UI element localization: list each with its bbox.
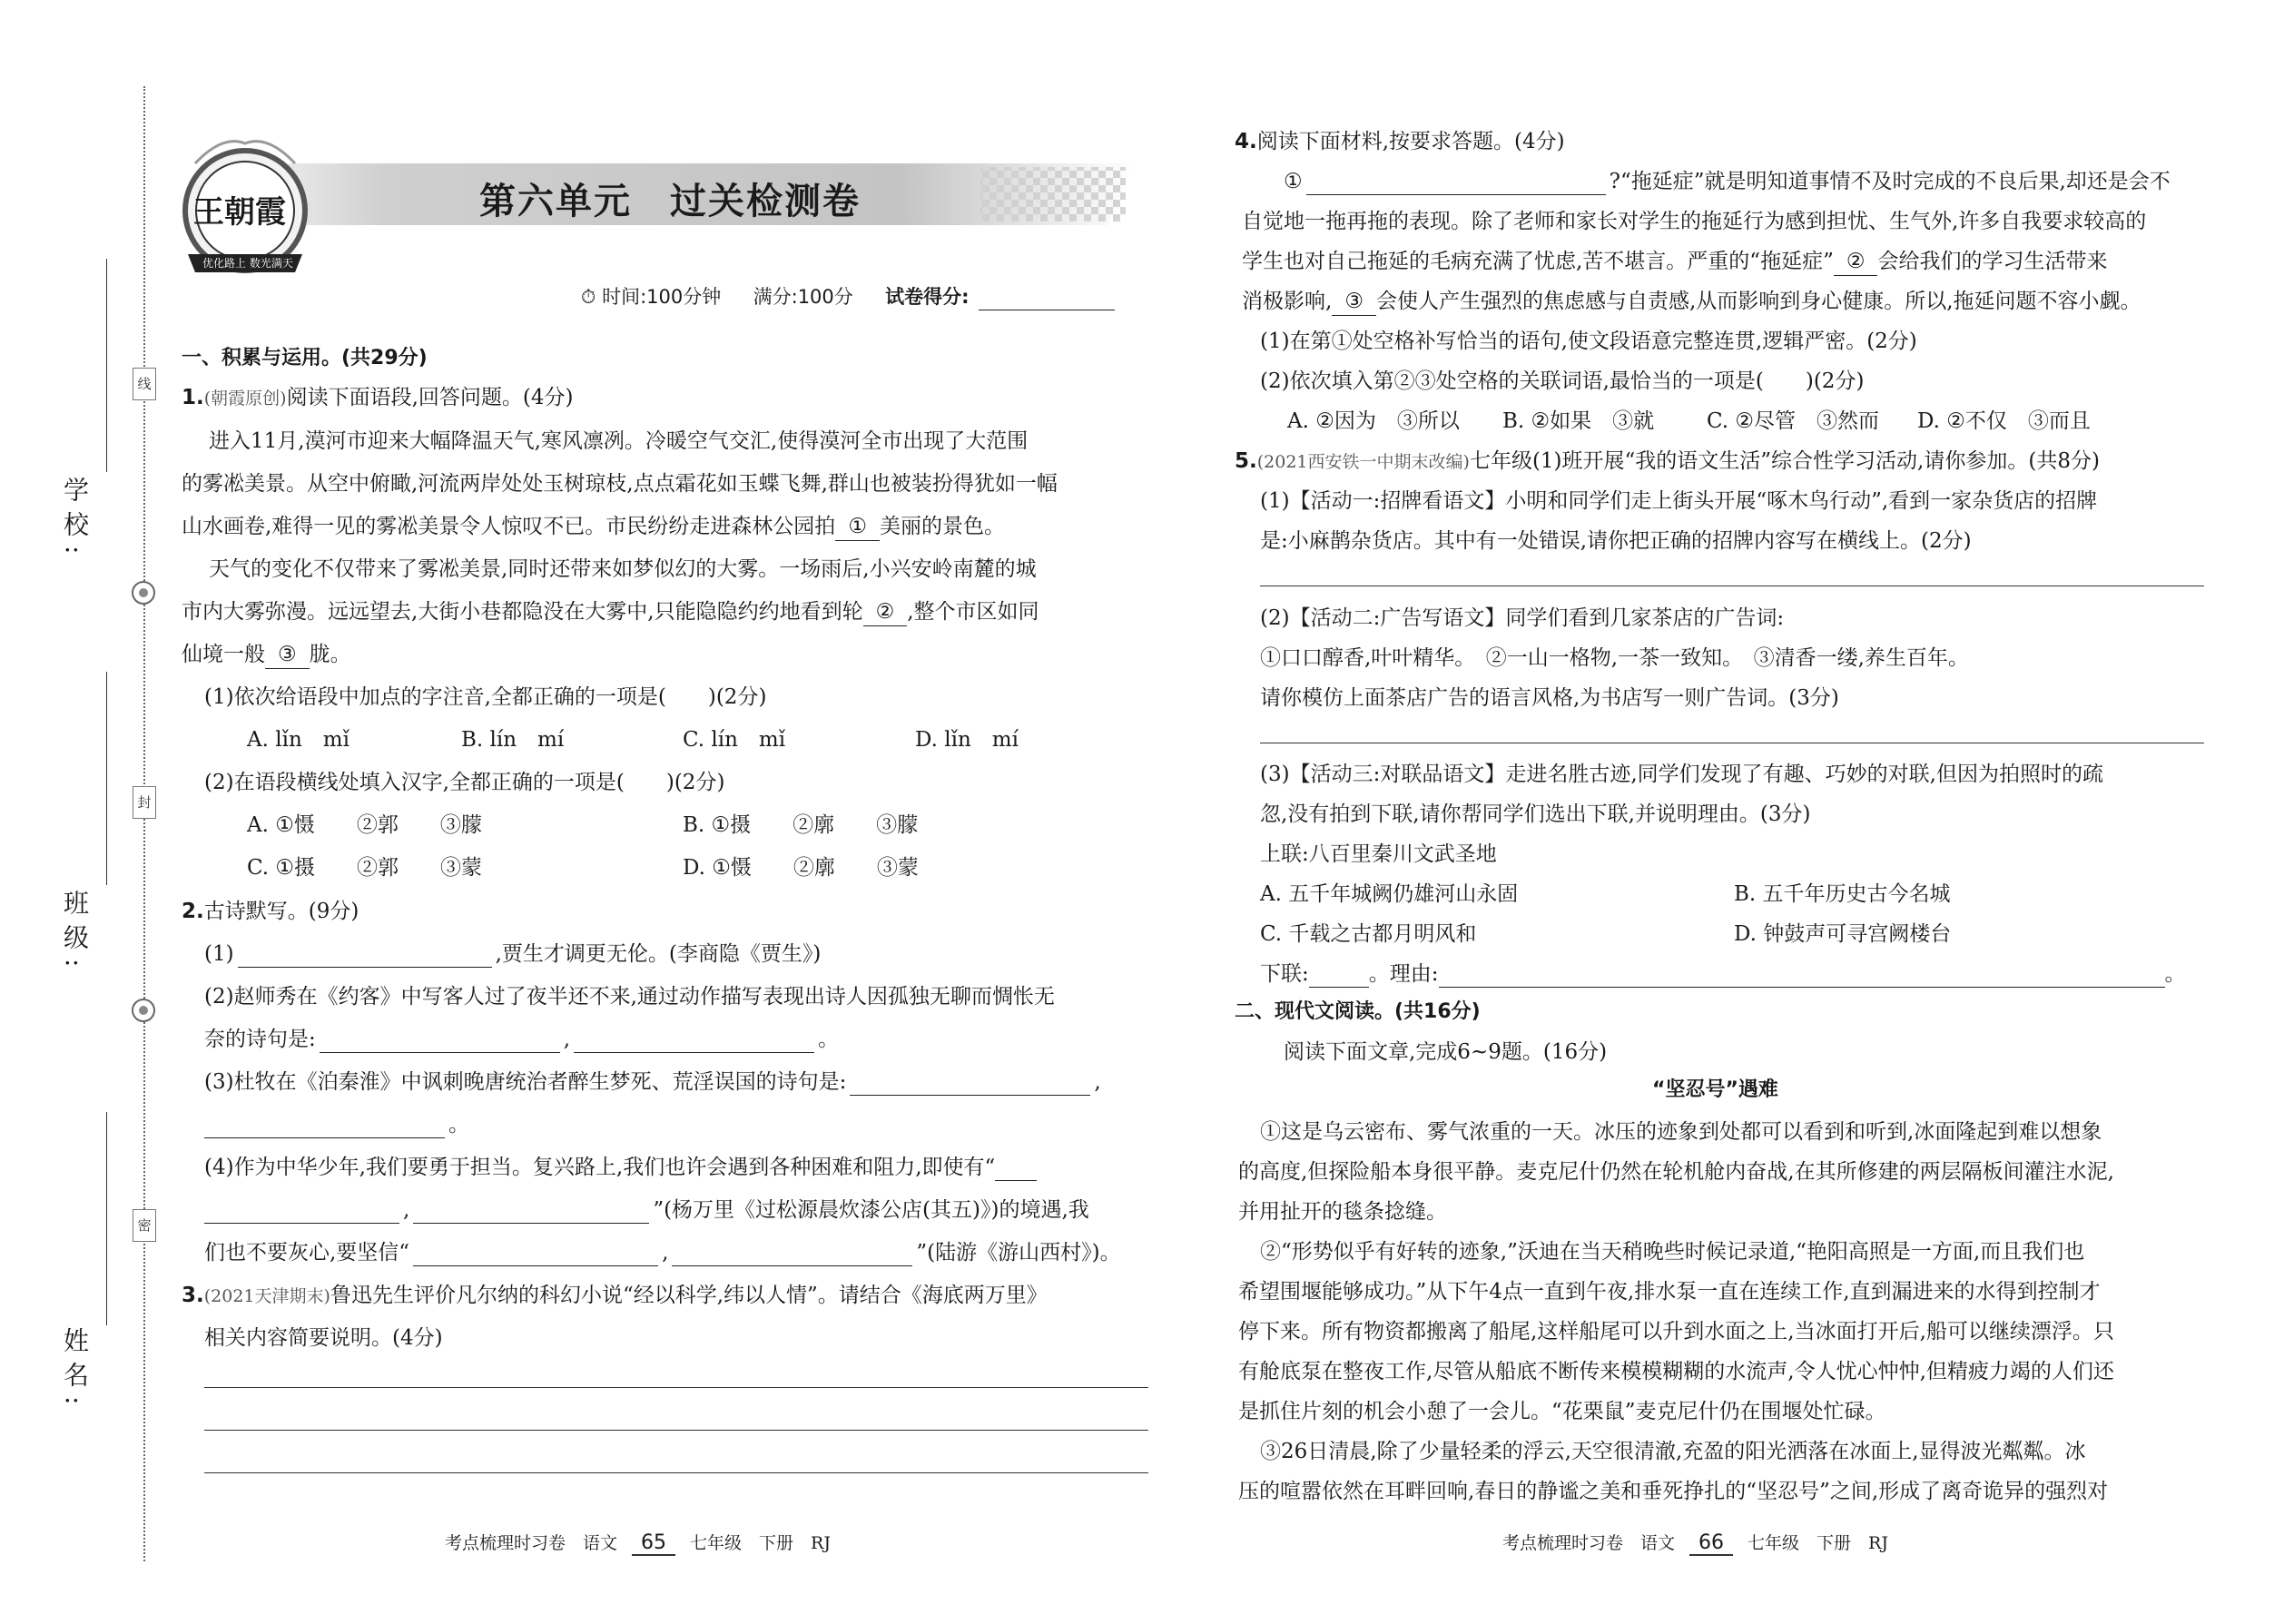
q2-s3-blank-2[interactable] xyxy=(204,1117,445,1138)
q5-reason-label: 。理由: xyxy=(1368,962,1439,986)
q1-blank-2[interactable]: ② xyxy=(863,598,908,626)
brand-logo xyxy=(168,127,322,281)
q1-sub1-opt-b[interactable]: B. lín mí xyxy=(461,728,565,752)
article-line-6: 停下来。所有物资都搬离了船尾,这样船尾可以升到水面之上,当冰面打开后,船可以继续漂浮。只 xyxy=(1238,1320,2114,1343)
q5-a3-line3: 上联:八百里秦川文武圣地 xyxy=(1260,842,1497,866)
q3-number: 3. xyxy=(182,1284,204,1307)
q2-stem xyxy=(182,898,359,925)
article-line-2: 的高度,但探险船本身很平静。麦克尼什仍然在轮机舱内奋战,在其所修建的两层隔板间灌注水泥, xyxy=(1238,1160,2114,1184)
footer-left-page: 65 xyxy=(632,1531,675,1556)
q1-p1-line1: 进入11月,漠河市迎来大幅降温天气,寒风凛冽。冷暖空气交汇,使得漠河全市出现了大范围 xyxy=(209,429,1029,453)
q1-sub1-opt-c[interactable]: C. lín mǐ xyxy=(683,728,786,752)
q1-blank-3[interactable]: ③ xyxy=(265,641,310,669)
q1-p1-line3a: 山水画卷,难得一见的雾凇美景令人惊叹不已。市民纷纷走进森林公园拍 xyxy=(182,515,836,538)
q5-number: 5. xyxy=(1235,449,1257,473)
q1-sub1-opt-a[interactable]: A. lǐn mǐ xyxy=(247,728,350,752)
q1-p2-line1: 天气的变化不仅带来了雾凇美景,同时还带来如梦似幻的大雾。一场雨后,小兴安岭南麓的城 xyxy=(209,557,1037,581)
q5-a2-line1: (2)【活动二:广告写语文】同学们看到几家茶店的广告词: xyxy=(1260,606,1785,630)
class-input-line[interactable] xyxy=(106,672,107,885)
q5-reason-blank[interactable] xyxy=(1439,966,2165,988)
q1-p1-line3b: 美丽的景色。 xyxy=(879,515,1005,538)
q2-s4-blank-3[interactable] xyxy=(413,1245,658,1266)
q4-opt-c[interactable]: C. ②尽管 ③然而 xyxy=(1707,409,1880,433)
q2-s4-prompt: (4)作为中华少年,我们要勇于担当。复兴路上,我们也许会遇到各种困难和阻力,即使有“ xyxy=(204,1156,996,1179)
q1-p2-line2b: ,整个市区如同 xyxy=(907,600,1039,624)
article-line-3: 并用扯开的毯条捻缝。 xyxy=(1238,1200,1447,1224)
q2-s3-line2: 。 xyxy=(204,1111,469,1138)
q5-opt-d[interactable]: D. 钟鼓声可寻宫阙楼台 xyxy=(1734,922,1952,946)
q3-source: (2021天津期末) xyxy=(203,1286,330,1306)
q3-line2: 相关内容简要说明。(4分) xyxy=(204,1326,443,1350)
q4-line4 xyxy=(1242,288,2141,316)
q1-p2-line3a: 仙境一般 xyxy=(182,643,265,666)
exam-full-score: 满分:100分 xyxy=(753,286,853,308)
q2-s4-blank-2[interactable] xyxy=(413,1202,649,1224)
q4-text: 阅读下面材料,按要求答题。(4分) xyxy=(1256,130,1565,153)
binding-dotted-line xyxy=(143,86,145,1561)
q1-sub2-opt-c[interactable]: C. ①摄 ②郭 ③蒙 xyxy=(247,856,483,880)
q5-a3-answer xyxy=(1260,960,2186,988)
q3-text1: 鲁迅先生评价凡尔纳的科幻小说“经以科学,纬以人情”。请结合《海底两万里》 xyxy=(330,1284,1048,1307)
q4-opt-a[interactable]: A. ②因为 ③所以 xyxy=(1287,409,1460,433)
footer-right-page: 66 xyxy=(1689,1531,1733,1556)
q1-number: 1. xyxy=(182,386,204,409)
q5-a1-line1: (1)【活动一:招牌看语文】小明和同学们走上街头开展“啄木鸟行动”,看到一家杂货店的招牌 xyxy=(1260,489,2098,513)
q5-source: (2021西安铁一中期末改编) xyxy=(1256,452,1470,472)
q5-answer-label: 下联: xyxy=(1260,962,1309,986)
footer-left xyxy=(445,1530,831,1556)
q4-stem xyxy=(1235,128,1565,155)
school-label: 学校: xyxy=(60,477,90,564)
footer-left-grade: 七年级 下册 RJ xyxy=(690,1533,831,1553)
footer-right xyxy=(1502,1530,1888,1556)
q5-text: 七年级(1)班开展“我的语文生活”综合性学习活动,请你参加。(共8分) xyxy=(1469,449,2100,473)
binding-mark-2: 封 xyxy=(133,786,156,819)
q4-opt-d[interactable]: D. ②不仅 ③而且 xyxy=(1917,409,2091,433)
read-intro: 阅读下面文章,完成6~9题。(16分) xyxy=(1284,1040,1608,1064)
article-line-8: 是抓住片刻的机会小憩了一会儿。“花栗鼠”麦克尼什仍在围堰处忙碌。 xyxy=(1238,1400,1886,1423)
q4-text-l3a: 学生也对自己拖延的毛病充满了忧虑,苦不堪言。严重的“拖延症” xyxy=(1242,250,1834,273)
q3-answer-line-2[interactable] xyxy=(204,1430,1148,1431)
q4-text-l4b: 会使人产生强烈的焦虑感与自责感,从而影响到身心健康。所以,拖延问题不容小觑。 xyxy=(1375,290,2141,313)
article-title: “坚忍号”遇难 xyxy=(1652,1078,1778,1101)
unit-title: 第六单元 过关检测卷 xyxy=(479,181,861,222)
exam-time: 时间:100分钟 xyxy=(602,286,722,308)
q3-line1 xyxy=(182,1282,1048,1310)
q2-s3-prompt: (3)杜牧在《泊秦淮》中讽刺晚唐统治者醉生梦死、荒淫误国的诗句是: xyxy=(204,1070,847,1094)
q1-sub1: (1)依次给语段中加点的字注音,全都正确的一项是( )(2分) xyxy=(204,685,767,709)
q1-p1-line3 xyxy=(182,513,1005,541)
q4-blank-3[interactable]: ③ xyxy=(1332,288,1376,316)
q1-p2-line3b: 胧。 xyxy=(309,643,351,666)
binding-ring-1 xyxy=(132,581,155,605)
name-input-line[interactable] xyxy=(106,1112,107,1325)
q2-s4-text3b: ”(陆游《游山西村》)。 xyxy=(916,1241,1121,1265)
q2-s4-line2: , ”(杨万里《过松源晨炊漆公店(其五)》)的境遇,我 xyxy=(204,1196,1089,1224)
footer-left-book: 考点梳理时习卷 语文 xyxy=(445,1533,618,1553)
q2-s2-blank-2[interactable] xyxy=(574,1031,814,1053)
name-label: 姓名: xyxy=(60,1327,90,1414)
q5-a2-line2: ①口口醇香,叶叶精华。 ②一山一格物,一茶一致知。 ③清香一缕,养生百年。 xyxy=(1260,646,1969,670)
q4-number: 4. xyxy=(1235,130,1257,153)
q3-answer-line-3[interactable] xyxy=(204,1472,1148,1473)
q2-s1-text: ,贾生才调更无伦。(李商隐《贾生》) xyxy=(495,942,822,966)
q1-p2-line2 xyxy=(182,598,1039,626)
q1-sub1-opt-d[interactable]: D. lǐn mí xyxy=(915,728,1019,752)
q2-s4-line3: 们也不要灰心,要坚信“ , ”(陆游《游山西村》)。 xyxy=(204,1241,1121,1265)
brand-text: 王朝霞 xyxy=(193,194,286,231)
exam-score-field[interactable] xyxy=(979,289,1115,310)
q2-number: 2. xyxy=(182,900,204,923)
q5-opt-a[interactable]: A. 五千年城阙仍雄河山永固 xyxy=(1260,882,1519,906)
q5-a3-line2: 忽,没有拍到下联,请你帮同学们选出下联,并说明理由。(3分) xyxy=(1260,802,1811,826)
q2-s4-text2: ”(杨万里《过松源晨炊漆公店(其五)》)的境遇,我 xyxy=(653,1198,1089,1222)
article-line-5: 希望围堰能够成功。”从下午4点一直到午夜,排水泵一直在连续工作,直到漏进来的水得到控制才 xyxy=(1238,1280,2101,1304)
q4-line1 xyxy=(1284,168,2171,195)
binding-ring-2 xyxy=(132,999,155,1022)
q2-s2-blank-1[interactable] xyxy=(320,1031,560,1053)
q3-answer-line-1[interactable] xyxy=(204,1387,1148,1388)
article-line-9: ③26日清晨,除了少量轻柔的浮云,天空很清澈,充盈的阳光洒落在冰面上,显得波光粼粼。冰 xyxy=(1260,1440,2086,1463)
q5-opt-c[interactable]: C. 千载之古都月明风和 xyxy=(1260,922,1477,946)
q5-a2-line3: 请你模仿上面茶店广告的语言风格,为书店写一则广告词。(3分) xyxy=(1260,686,1839,710)
q2-s4-line1 xyxy=(204,1154,1037,1181)
q1-p2-line2a: 市内大雾弥漫。远远望去,大街小巷都隐没在大雾中,只能隐隐约约地看到轮 xyxy=(182,600,863,624)
q4-text-l3b: 会给我们的学习生活带来 xyxy=(1877,250,2108,273)
q5-a1-line2: 是:小麻鹊杂货店。其中有一处错误,请你把正确的招牌内容写在横线上。(2分) xyxy=(1260,529,1972,553)
q2-s4-blank-1a[interactable] xyxy=(995,1159,1037,1181)
q2-s4-blank-4[interactable] xyxy=(672,1245,912,1266)
article-line-1: ①这是乌云密布、雾气浓重的一天。冰压的迹象到处都可以看到和听到,冰面隆起到难以想象 xyxy=(1260,1120,2102,1144)
q4-blank-1[interactable] xyxy=(1306,173,1606,195)
q4-line3 xyxy=(1242,248,2107,276)
q1-text: 阅读下面语段,回答问题。(4分) xyxy=(286,386,574,409)
q2-s2-line1: (2)赵师秀在《约客》中写客人过了夜半还不来,通过动作描写表现出诗人因孤独无聊而惆怅无 xyxy=(204,985,1055,1009)
q4-blank1-num: ① xyxy=(1284,170,1303,193)
q4-line2: 自觉地一拖再拖的表现。除了老师和家长对学生的拖延行为感到担忧、生气外,许多自我要求较高的 xyxy=(1242,210,2147,233)
q5-stem xyxy=(1235,448,2100,476)
exam-score-label: 试卷得分: xyxy=(885,286,970,308)
q4-sub2: (2)依次填入第②③处空格的关联词语,最恰当的一项是( )(2分) xyxy=(1260,369,1865,393)
q2-s1 xyxy=(204,940,821,968)
q2-s4-text3a: 们也不要灰心,要坚信“ xyxy=(204,1241,410,1265)
q1-stem xyxy=(182,384,573,412)
q2-s3-line1: (3)杜牧在《泊秦淮》中讽刺晚唐统治者醉生梦死、荒淫误国的诗句是: , xyxy=(204,1070,1101,1094)
q5-a3-line1: (3)【活动三:对联品语文】走进名胜古迹,同学们发现了有趣、巧妙的对联,但因为拍照时的疏 xyxy=(1260,763,2103,786)
footer-right-grade: 七年级 下册 RJ xyxy=(1748,1533,1888,1553)
section1-heading: 一、积累与运用。(共29分) xyxy=(182,347,428,369)
q4-sub1: (1)在第①处空格补写恰当的语句,使文段语意完整连贯,逻辑严密。(2分) xyxy=(1260,330,1917,353)
q2-text: 古诗默写。(9分) xyxy=(203,900,359,923)
q2-s2-prompt: 奈的诗句是: xyxy=(204,1028,316,1051)
q1-sub2-opt-a[interactable]: A. ①慑 ②郭 ③朦 xyxy=(247,813,482,837)
q1-p1-line2: 的雾凇美景。从空中俯瞰,河流两岸处处玉树琼枝,点点霜花如玉蝶飞舞,群山也被装扮得犹如一幅 xyxy=(182,472,1058,496)
q1-p2-line3 xyxy=(182,641,351,669)
q2-s4-blank-1b[interactable] xyxy=(204,1202,399,1224)
article-line-10: 压的喧嚣依然在耳畔回响,春日的静谧之美和垂死挣扎的“坚忍号”之间,形成了离奇诡异的强烈对 xyxy=(1238,1480,2109,1503)
binding-mark-3: 密 xyxy=(133,1209,156,1242)
q1-source: (朝霞原创) xyxy=(203,389,287,408)
q1-sub2-opt-d[interactable]: D. ①慑 ②廓 ③蒙 xyxy=(683,856,919,880)
q4-text-l4a: 消极影响, xyxy=(1242,290,1333,313)
q1-sub2-opt-b[interactable]: B. ①摄 ②廓 ③朦 xyxy=(683,813,919,837)
article-line-7: 有舱底泵在整夜工作,尽管从船底不断传来模模糊糊的水流声,令人忧心忡忡,但精疲力竭的人们还 xyxy=(1238,1360,2114,1383)
q2-s2-line2: 奈的诗句是: , 。 xyxy=(204,1028,840,1051)
school-input-line[interactable] xyxy=(106,259,107,472)
footer-right-book: 考点梳理时习卷 语文 xyxy=(1502,1533,1676,1553)
class-label: 班级: xyxy=(60,890,90,977)
q2-s1-blank[interactable] xyxy=(238,946,492,968)
q2-s3-blank-1[interactable] xyxy=(850,1074,1090,1096)
q1-blank-1[interactable]: ① xyxy=(835,513,880,541)
q2-s1-num: (1) xyxy=(204,942,234,966)
q4-text-l1: ?“拖延症”就是明知道事情不及时完成的不良后果,却还是会不 xyxy=(1609,170,2171,193)
exam-meta xyxy=(581,283,1118,310)
section2-heading: 二、现代文阅读。(共16分) xyxy=(1235,1000,1481,1023)
q5-answer-blank[interactable] xyxy=(1309,966,1369,988)
q4-opt-b[interactable]: B. ②如果 ③就 xyxy=(1502,409,1655,433)
article-line-4: ②“形势似乎有好转的迹象,”沃迪在当天稍晚些时候记录道,“艳阳高照是一方面,而且我们也 xyxy=(1260,1240,2085,1264)
q5-opt-b[interactable]: B. 五千年历史古今名城 xyxy=(1734,882,1951,906)
brand-ribbon: 优化路上 数光满天 xyxy=(202,257,293,270)
q4-blank-2[interactable]: ② xyxy=(1834,248,1878,276)
q5-reason-end: 。 xyxy=(2164,962,2186,986)
q1-sub2: (2)在语段横线处填入汉字,全都正确的一项是( )(2分) xyxy=(204,771,725,794)
binding-mark-1: 线 xyxy=(133,368,156,400)
clock-icon: ⏱ xyxy=(581,286,596,308)
